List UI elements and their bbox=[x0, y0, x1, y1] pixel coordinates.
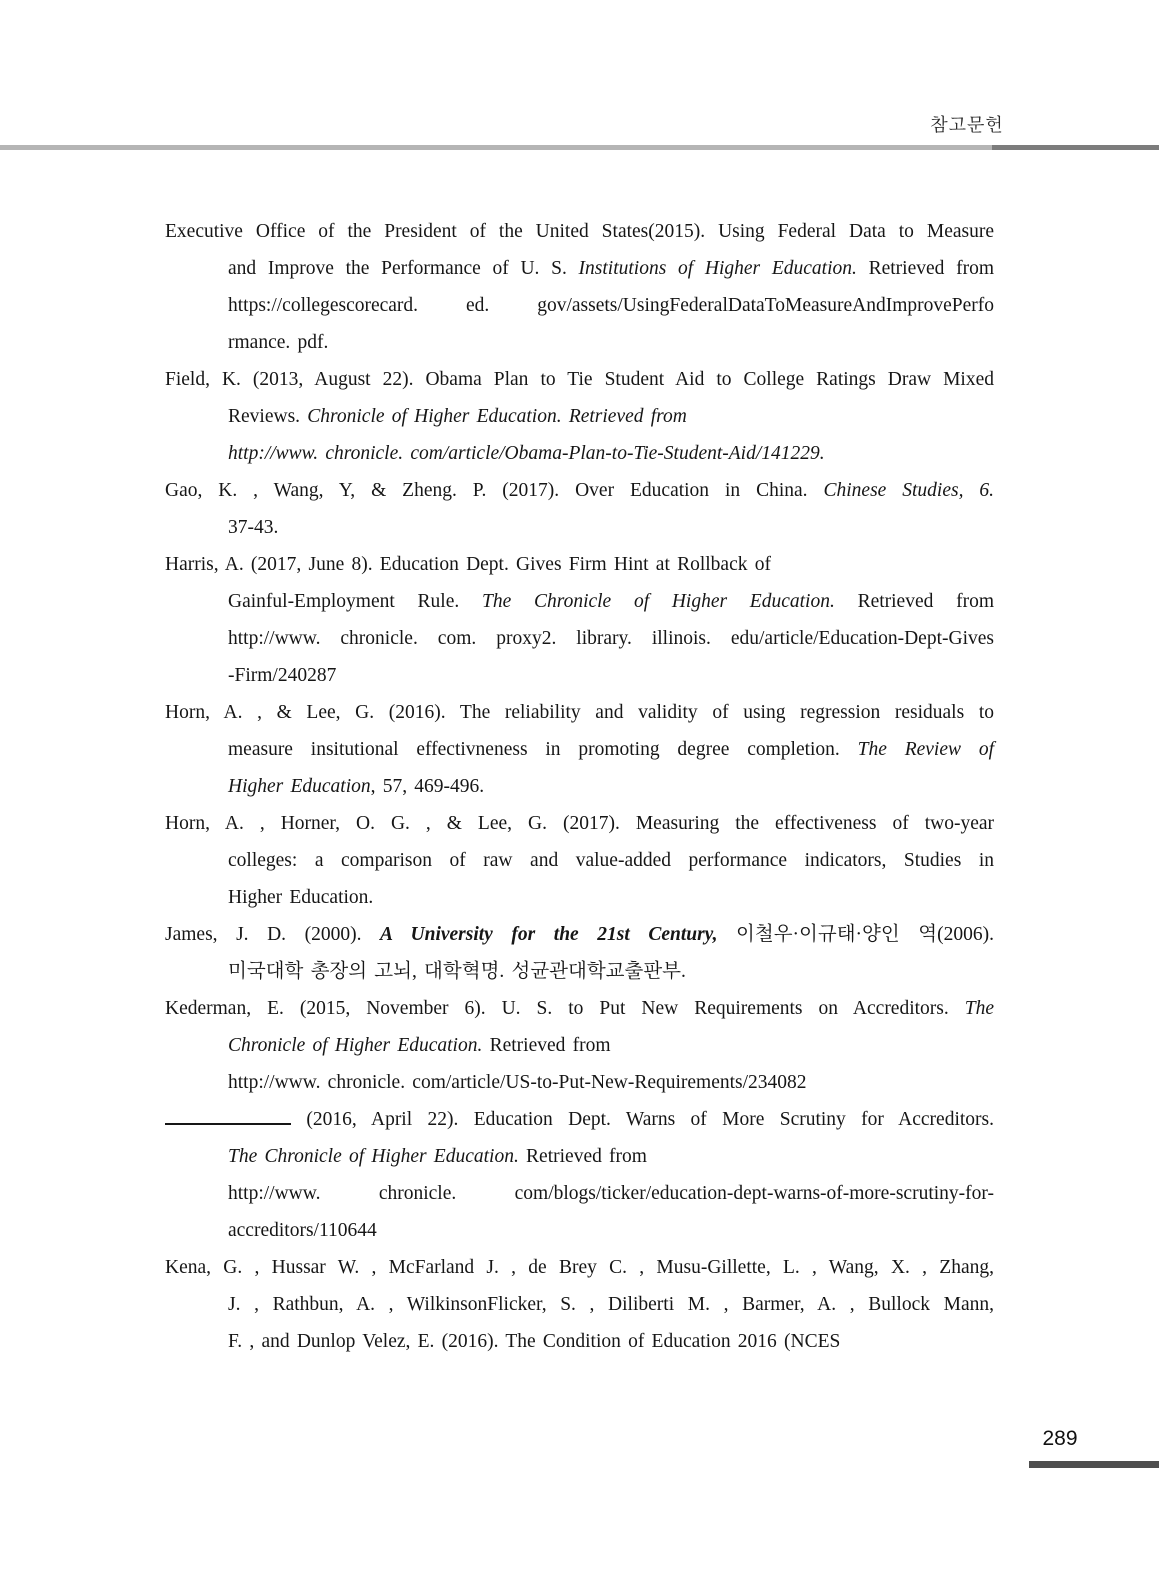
reference-line bbox=[165, 287, 994, 324]
reference-text: James, J. D. (2000). bbox=[165, 924, 381, 945]
reference-text: accreditors/110644 bbox=[228, 1220, 377, 1241]
reference-text: J. , Rathbun, A. , WilkinsonFlicker, S. , Diliberti M. , Barmer, A. , Bullock Mann, bbox=[228, 1294, 994, 1315]
reference-line bbox=[165, 1175, 994, 1212]
reference-line bbox=[165, 805, 994, 842]
reference-line bbox=[165, 768, 994, 805]
reference-text: Chronicle of Higher Education. Retrieved from bbox=[307, 406, 687, 427]
reference-text: Executive Office of the President of the United States(2015). Using Federal Data to Measure bbox=[165, 221, 994, 242]
reference-entry bbox=[165, 472, 994, 546]
reference-entry bbox=[165, 990, 994, 1101]
reference-text: Reviews. bbox=[228, 406, 308, 427]
reference-text: Kederman, E. (2015, November 6). U. S. to Put New Requirements on Accreditors. bbox=[165, 998, 965, 1019]
reference-line bbox=[165, 1064, 994, 1101]
footer-bar bbox=[1029, 1461, 1159, 1468]
reference-text: Retrieved from bbox=[518, 1146, 647, 1167]
reference-entry bbox=[165, 546, 994, 694]
reference-line bbox=[165, 657, 994, 694]
reference-line bbox=[165, 1286, 994, 1323]
reference-text: -Firm/240287 bbox=[228, 665, 337, 686]
reference-line bbox=[165, 1323, 994, 1360]
page-header-title: 참고문헌 bbox=[930, 115, 1004, 135]
reference-entry bbox=[165, 1101, 994, 1249]
reference-line bbox=[165, 324, 994, 361]
reference-text: , 57, 469-496. bbox=[370, 776, 485, 797]
reference-line bbox=[165, 1101, 994, 1138]
reference-line bbox=[165, 398, 994, 435]
reference-text: F. , and Dunlop Velez, E. (2016). The Condition of Education 2016 (NCES bbox=[228, 1331, 841, 1352]
reference-entry bbox=[165, 694, 994, 805]
reference-line bbox=[165, 1138, 994, 1175]
reference-text: The Chronicle of Higher Education. bbox=[481, 591, 835, 612]
reference-text: The bbox=[964, 998, 994, 1019]
reference-text: 이철우·이규태·양인 역(2006). bbox=[717, 924, 994, 945]
reference-line bbox=[165, 879, 994, 916]
reference-line bbox=[165, 1027, 994, 1064]
reference-text: Horn, A. , & Lee, G. (2016). The reliability and validity of using regression residuals to bbox=[165, 702, 994, 723]
reference-text: colleges: a comparison of raw and value-added performance indicators, Studies in bbox=[228, 850, 994, 871]
reference-entry bbox=[165, 1249, 994, 1360]
reference-entry bbox=[165, 916, 994, 990]
reference-line bbox=[165, 250, 994, 287]
reference-line bbox=[165, 731, 994, 768]
reference-text: http://www. chronicle. com/article/Obama-Plan-to-Tie-Student-Aid/141229. bbox=[228, 443, 825, 464]
reference-line bbox=[165, 435, 994, 472]
author-repeat-blank bbox=[165, 1122, 291, 1125]
reference-line bbox=[165, 546, 994, 583]
reference-entry bbox=[165, 805, 994, 916]
reference-line bbox=[165, 953, 994, 990]
reference-line bbox=[165, 990, 994, 1027]
reference-text: Higher Education. bbox=[228, 887, 374, 908]
reference-text: http://www. chronicle. com. proxy2. library. illinois. edu/article/Education-Dept-Gives bbox=[228, 628, 994, 649]
reference-text: Kena, G. , Hussar W. , McFarland J. , de Brey C. , Musu-Gillette, L. , Wang, X. , Zhang, bbox=[165, 1257, 994, 1278]
reference-line bbox=[165, 583, 994, 620]
reference-line bbox=[165, 213, 994, 250]
reference-line bbox=[165, 842, 994, 879]
reference-text: 37-43. bbox=[228, 517, 279, 538]
reference-text: The Review of bbox=[857, 739, 995, 760]
header-rule-dark bbox=[992, 145, 1159, 150]
reference-line bbox=[165, 620, 994, 657]
reference-line bbox=[165, 694, 994, 731]
reference-text: http://www. chronicle. com/blogs/ticker/education-dept-warns-of-more-scrutiny-for- bbox=[228, 1183, 994, 1204]
reference-line bbox=[165, 916, 994, 953]
reference-line bbox=[165, 1249, 994, 1286]
reference-text: 미국대학 총장의 고뇌, 대학혁명. 성균관대학교출판부. bbox=[228, 961, 686, 982]
reference-text: http://www. chronicle. com/article/US-to-Put-New-Requirements/234082 bbox=[228, 1072, 807, 1093]
reference-text: A University for the 21st Century, bbox=[380, 924, 718, 945]
reference-line bbox=[165, 509, 994, 546]
reference-text: Harris, A. (2017, June 8). Education Dept. Gives Firm Hint at Rollback of bbox=[165, 554, 771, 575]
reference-text: Chronicle of Higher Education. bbox=[228, 1035, 483, 1056]
references-list bbox=[165, 213, 994, 1360]
reference-text: measure insitutional effectivneness in promoting degree completion. bbox=[228, 739, 858, 760]
reference-text: Retrieved from bbox=[834, 591, 995, 612]
reference-text: Institutions of Higher Education. bbox=[578, 258, 857, 279]
reference-text: Higher Education bbox=[228, 776, 371, 797]
reference-text: Retrieved from bbox=[856, 258, 995, 279]
reference-text: and Improve the Performance of U. S. bbox=[228, 258, 579, 279]
header-rule-light bbox=[0, 145, 992, 150]
reference-text: Gao, K. , Wang, Y, & Zheng. P. (2017). Over Education in China. bbox=[165, 480, 824, 501]
reference-entry bbox=[165, 361, 994, 472]
reference-text: Gainful-Employment Rule. bbox=[228, 591, 482, 612]
reference-text: Chinese Studies, 6. bbox=[823, 480, 994, 501]
reference-text: Field, K. (2013, August 22). Obama Plan to Tie Student Aid to College Ratings Draw Mixed bbox=[165, 369, 994, 390]
reference-entry bbox=[165, 213, 994, 361]
reference-text: https://collegescorecard. ed. gov/assets/UsingFederalDataToMeasureAndImprovePerfo bbox=[228, 295, 994, 316]
reference-line bbox=[165, 361, 994, 398]
reference-text: (2016, April 22). Education Dept. Warns of More Scrutiny for Accreditors. bbox=[291, 1109, 994, 1130]
reference-line bbox=[165, 1212, 994, 1249]
reference-line bbox=[165, 472, 994, 509]
reference-text: rmance. pdf. bbox=[228, 332, 329, 353]
page-number: 289 bbox=[1042, 1427, 1078, 1450]
reference-text: Retrieved from bbox=[482, 1035, 611, 1056]
reference-text: Horn, A. , Horner, O. G. , & Lee, G. (2017). Measuring the effectiveness of two-year bbox=[165, 813, 994, 834]
reference-text: The Chronicle of Higher Education. bbox=[228, 1146, 519, 1167]
